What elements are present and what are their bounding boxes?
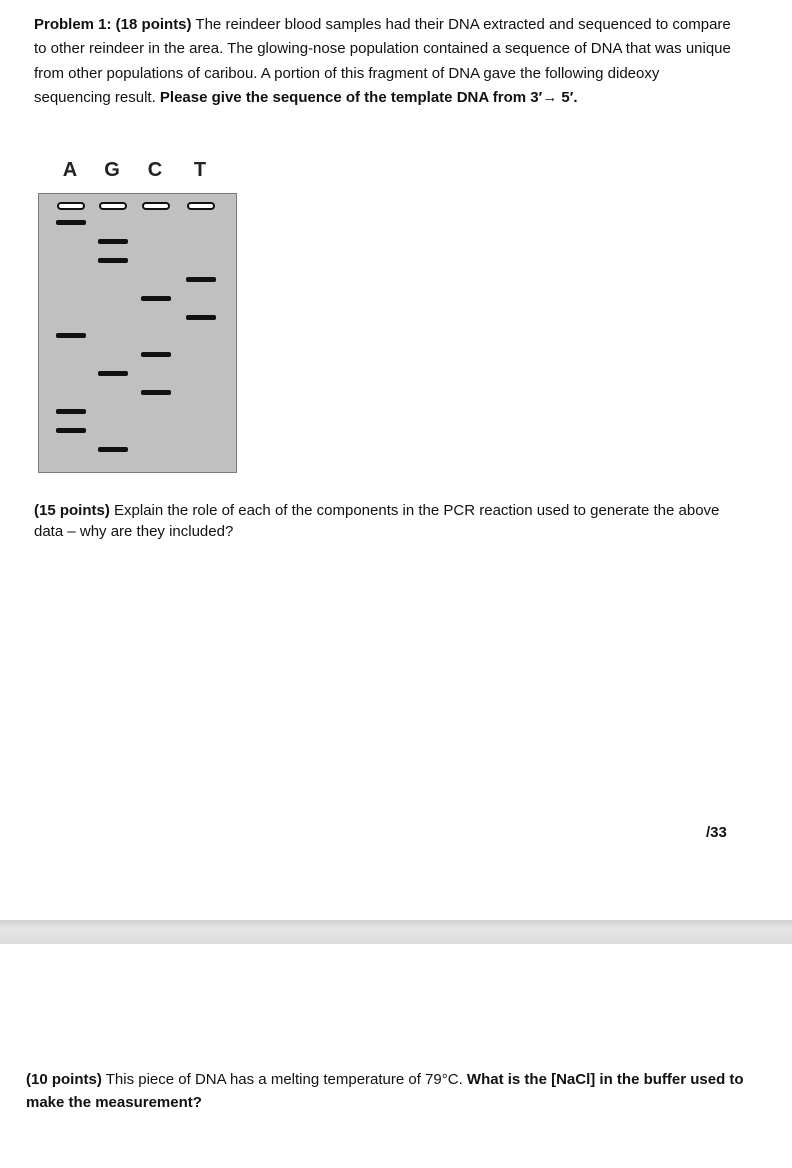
band-t-6 xyxy=(186,315,216,320)
band-g-13 xyxy=(98,447,128,452)
problem-1-question: Please give the sequence of the template DNA from 3′→ 5′. xyxy=(159,89,578,107)
lane-label-a: A xyxy=(62,159,78,181)
well-a xyxy=(57,202,85,210)
band-g-3 xyxy=(98,258,128,263)
well-t xyxy=(187,202,215,210)
well-c xyxy=(142,202,170,210)
score-total: /33 xyxy=(706,824,727,841)
band-a-7 xyxy=(56,333,86,338)
problem-1-body: The reindeer blood samples had their DNA extracted and sequenced to compare to other reindeer in the area. The glowing-nose population contained a sequence of DNA that was unique from other populations of caribou. A portion of this fragment of DNA gave the following dideoxy sequencing result. xyxy=(34,16,731,107)
problem-3-label: (10 points) xyxy=(26,1071,102,1088)
lane-label-c: C xyxy=(147,159,163,181)
problem-2-body: Explain the role of each of the components in the PCR reaction used to generate the above data – why are they included? xyxy=(34,502,720,540)
problem-3-body: This piece of DNA has a melting temperature of 79°C. xyxy=(101,1071,467,1088)
sequencing-gel xyxy=(38,193,237,473)
band-c-10 xyxy=(141,390,171,395)
page-break xyxy=(0,920,792,944)
problem-2-text xyxy=(34,500,749,542)
band-a-12 xyxy=(56,428,86,433)
band-t-4 xyxy=(186,277,216,282)
band-g-2 xyxy=(98,239,128,244)
lane-label-g: G xyxy=(104,159,120,181)
band-a-11 xyxy=(56,409,86,414)
problem-2-label: (15 points) xyxy=(34,502,110,519)
lane-label-t: T xyxy=(193,159,207,181)
band-c-8 xyxy=(141,352,171,357)
band-c-5 xyxy=(141,296,171,301)
well-g xyxy=(99,202,127,210)
problem-1-text xyxy=(34,13,734,111)
band-a-1 xyxy=(56,220,86,225)
problem-3-text xyxy=(26,1068,766,1114)
band-g-9 xyxy=(98,371,128,376)
problem-1-label: Problem 1: (18 points) xyxy=(34,16,192,33)
problem-3-question: What is the [NaCl] in the buffer used to make the measurement? xyxy=(26,1071,744,1111)
